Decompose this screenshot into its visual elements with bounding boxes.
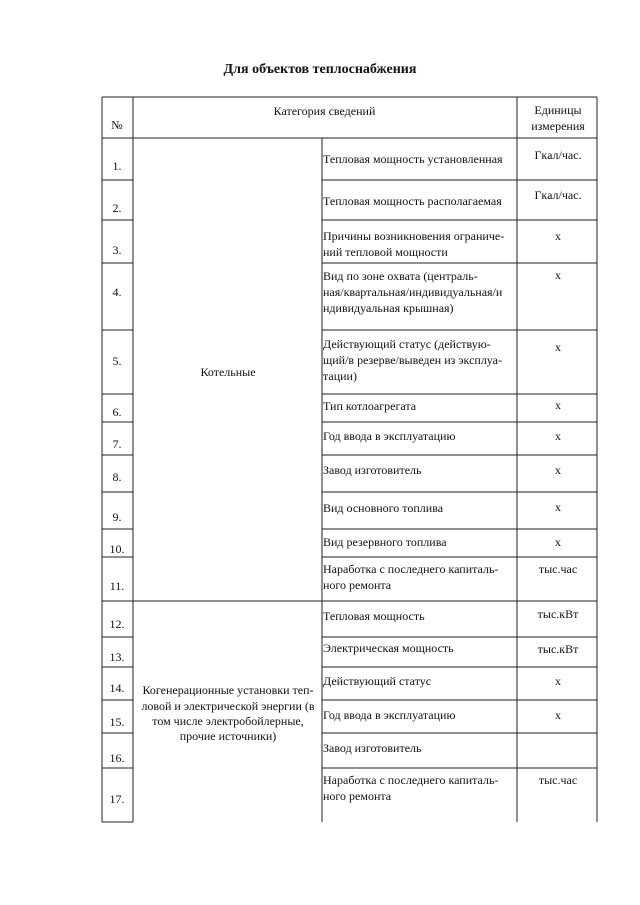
row-unit: х xyxy=(555,340,561,354)
row-label: щий/в резерве/выведен из эксплуа- xyxy=(323,353,502,367)
row-label: Год ввода в эксплуатацию xyxy=(323,708,456,722)
page-title: Для объектов теплоснабжения xyxy=(223,62,417,77)
row-label: тации) xyxy=(323,369,357,383)
row-label: ного ремонта xyxy=(323,789,392,803)
category-cogeneration-line: ловой и электрической энергии (в xyxy=(141,699,315,713)
row-label: Причины возникновения ограниче- xyxy=(323,229,505,243)
row-label: Наработка с последнего капиталь- xyxy=(323,562,499,576)
row-label: Наработка с последнего капиталь- xyxy=(323,773,499,787)
row-number: 17. xyxy=(109,792,125,806)
row-unit: х xyxy=(555,708,561,722)
row-label: Вид резервного топлива xyxy=(323,535,447,549)
row-number: 15. xyxy=(109,715,125,729)
row-label: Завод изготовитель xyxy=(323,463,422,477)
row-label: Тепловая мощность установленная xyxy=(323,152,503,166)
header-num: № xyxy=(111,118,123,132)
header-category: Категория сведений xyxy=(273,104,376,118)
row-unit: Гкал/час. xyxy=(534,188,582,202)
header-units-line1: Единицы xyxy=(534,103,582,117)
row-number: 16. xyxy=(109,751,125,765)
row-number: 2. xyxy=(112,201,122,215)
row-label: Вид по зоне охвата (централь- xyxy=(323,269,478,283)
category-cogeneration-line: том числе электробойлерные, xyxy=(152,714,304,728)
row-unit: х xyxy=(555,429,561,443)
row-number: 4. xyxy=(112,285,122,299)
row-number: 8. xyxy=(112,470,122,484)
row-unit: х xyxy=(555,229,561,243)
category-boilers: Котельные xyxy=(200,365,256,379)
row-number: 1. xyxy=(112,159,122,173)
row-unit: х xyxy=(555,398,561,412)
row-label: Электрическая мощность xyxy=(323,641,454,655)
row-label: Завод изготовитель xyxy=(323,741,422,755)
row-number: 14. xyxy=(109,681,125,695)
row-unit: х xyxy=(555,674,561,688)
row-label: ний тепловой мощности xyxy=(323,245,448,259)
row-number: 3. xyxy=(112,243,122,257)
row-number: 12. xyxy=(109,617,125,631)
row-number: 7. xyxy=(112,437,122,451)
row-number: 13. xyxy=(109,650,125,664)
row-label: Тепловая мощность xyxy=(323,609,425,623)
row-label: Тип котлоагрегата xyxy=(323,399,417,413)
row-unit: х xyxy=(555,535,561,549)
row-unit: тыс.кВт xyxy=(537,607,579,621)
row-label: Вид основного топлива xyxy=(323,501,444,515)
row-unit: х xyxy=(555,463,561,477)
header-units-line2: измерения xyxy=(531,119,585,133)
row-number: 10. xyxy=(109,542,125,556)
row-unit: х xyxy=(555,500,561,514)
row-label: Действующий статус (действую- xyxy=(323,337,491,351)
category-cogeneration-line: Когенерационные установки теп- xyxy=(142,683,314,697)
row-number: 5. xyxy=(112,354,122,368)
row-label: ная/квартальная/индивидуальная/и xyxy=(323,285,503,299)
row-unit: х xyxy=(555,268,561,282)
row-unit: тыс.час xyxy=(538,773,578,787)
category-cogeneration-line: прочие источники) xyxy=(179,729,277,743)
row-number: 11. xyxy=(109,579,125,593)
row-unit: тыс.час xyxy=(538,562,578,576)
row-label: Тепловая мощность располагаемая xyxy=(323,194,502,208)
row-label: Действующий статус xyxy=(323,674,432,688)
row-label: Год ввода в эксплуатацию xyxy=(323,429,456,443)
row-number: 6. xyxy=(112,405,122,419)
row-unit: тыс.кВт xyxy=(537,642,579,656)
row-number: 9. xyxy=(112,510,122,524)
row-unit: Гкал/час. xyxy=(534,148,582,162)
row-label: ного ремонта xyxy=(323,578,392,592)
row-label: ндивидуальная крышная) xyxy=(323,301,454,315)
